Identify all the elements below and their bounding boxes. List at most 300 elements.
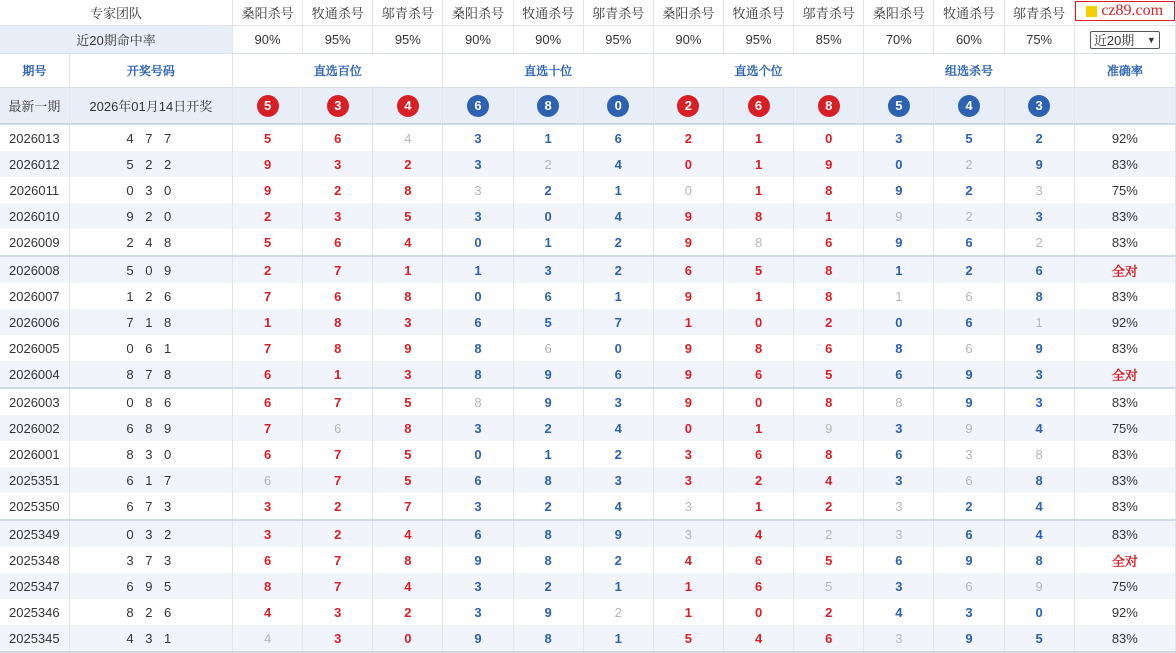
kill-number: 5 <box>233 124 303 151</box>
kill-number: 9 <box>373 335 443 361</box>
kill-number: 3 <box>653 467 723 493</box>
table-row <box>0 493 1176 520</box>
kill-number: 4 <box>373 573 443 599</box>
kill-number: 4 <box>583 203 653 229</box>
kill-number: 9 <box>513 599 583 625</box>
kill-number: 0 <box>443 229 513 256</box>
prediction-ball: 3 <box>1028 95 1050 117</box>
prediction-ball: 2 <box>677 95 699 117</box>
expert-name: 桑阳杀号 <box>443 0 513 26</box>
kill-number: 1 <box>443 256 513 283</box>
kill-number: 6 <box>653 256 723 283</box>
table-row <box>0 151 1176 177</box>
kill-number-missed: 1 <box>1004 309 1074 335</box>
draw-result: 8 2 6 <box>69 599 232 625</box>
kill-number: 8 <box>1004 547 1074 573</box>
kill-number: 6 <box>303 229 373 256</box>
chevron-down-icon: ▼ <box>1146 34 1156 45</box>
kill-number: 6 <box>583 124 653 151</box>
kill-number: 1 <box>373 256 443 283</box>
accuracy-value: 83% <box>1074 283 1175 309</box>
draw-result: 4 7 7 <box>69 124 232 151</box>
kill-number: 4 <box>583 415 653 441</box>
kill-number: 1 <box>513 229 583 256</box>
kill-number: 3 <box>1004 361 1074 388</box>
hit-rate: 85% <box>794 26 864 54</box>
period-number: 2025348 <box>0 547 69 573</box>
kill-number-missed: 8 <box>723 229 793 256</box>
expert-name: 桑阳杀号 <box>864 0 934 26</box>
kill-number: 2 <box>373 599 443 625</box>
prediction-ball: 6 <box>748 95 770 117</box>
kill-number-missed: 9 <box>864 203 934 229</box>
kill-number-missed: 2 <box>583 599 653 625</box>
period-number: 2026002 <box>0 415 69 441</box>
draw-result: 2 4 8 <box>69 229 232 256</box>
kill-number: 1 <box>583 625 653 652</box>
expert-name: 牧通杀号 <box>303 0 373 26</box>
period-select[interactable] <box>1090 31 1160 49</box>
draw-column-header: 开奖号码 <box>69 54 232 88</box>
kill-number: 9 <box>934 361 1004 388</box>
kill-number: 9 <box>1004 335 1074 361</box>
kill-number-missed: 4 <box>233 625 303 652</box>
logo-text: cz89.com <box>1101 2 1164 19</box>
kill-number: 9 <box>794 151 864 177</box>
prediction-ball: 8 <box>818 95 840 117</box>
kill-number: 8 <box>373 547 443 573</box>
kill-number-missed: 6 <box>934 283 1004 309</box>
kill-number: 7 <box>303 256 373 283</box>
kill-number: 2 <box>934 256 1004 283</box>
kill-number: 7 <box>303 573 373 599</box>
draw-result: 8 3 0 <box>69 441 232 467</box>
kill-number: 6 <box>723 441 793 467</box>
kill-number: 8 <box>443 361 513 388</box>
kill-number: 7 <box>303 388 373 415</box>
period-select-value: 近20期 <box>1093 33 1135 48</box>
prediction-ball: 6 <box>467 95 489 117</box>
kill-number: 8 <box>233 573 303 599</box>
kill-number: 9 <box>233 177 303 203</box>
hit-rate: 70% <box>864 26 934 54</box>
table-row <box>0 547 1176 573</box>
kill-number: 3 <box>233 493 303 520</box>
draw-result: 6 9 5 <box>69 573 232 599</box>
draw-result: 9 2 0 <box>69 203 232 229</box>
kill-number: 4 <box>1004 493 1074 520</box>
expert-name: 邬青杀号 <box>1004 0 1074 26</box>
kill-number: 9 <box>233 151 303 177</box>
kill-number: 2 <box>653 124 723 151</box>
kill-number: 6 <box>934 309 1004 335</box>
draw-result: 7 1 8 <box>69 309 232 335</box>
accuracy-value: 75% <box>1074 415 1175 441</box>
kill-number: 6 <box>794 335 864 361</box>
kill-number: 9 <box>653 283 723 309</box>
accuracy-value: 83% <box>1074 335 1175 361</box>
kill-number-missed: 2 <box>1004 229 1074 256</box>
kill-number: 7 <box>303 467 373 493</box>
kill-number: 4 <box>653 547 723 573</box>
kill-number: 1 <box>303 361 373 388</box>
kill-number-missed: 3 <box>864 520 934 547</box>
kill-number: 1 <box>723 124 793 151</box>
table-row <box>0 229 1176 256</box>
kill-number-missed: 9 <box>1004 573 1074 599</box>
expert-name: 邬青杀号 <box>794 0 864 26</box>
kill-number: 8 <box>723 335 793 361</box>
prediction-ball: 4 <box>958 95 980 117</box>
accuracy-value: 83% <box>1074 467 1175 493</box>
draw-result: 0 8 6 <box>69 388 232 415</box>
draw-result: 0 3 2 <box>69 520 232 547</box>
kill-number: 7 <box>303 441 373 467</box>
kill-number: 3 <box>303 151 373 177</box>
kill-number: 9 <box>513 361 583 388</box>
kill-number-missed: 6 <box>934 335 1004 361</box>
kill-number-missed: 5 <box>794 573 864 599</box>
prediction-ball: 4 <box>397 95 419 117</box>
kill-number: 3 <box>443 599 513 625</box>
period-number: 2025349 <box>0 520 69 547</box>
accuracy-value: 全对 <box>1074 547 1175 573</box>
latest-draw-date: 2026年01月14日开奖 <box>69 88 232 125</box>
kill-number: 0 <box>723 309 793 335</box>
kill-number: 3 <box>233 520 303 547</box>
kill-number: 8 <box>794 283 864 309</box>
kill-number: 8 <box>1004 467 1074 493</box>
kill-number: 2 <box>373 151 443 177</box>
kill-number: 8 <box>303 335 373 361</box>
kill-number: 6 <box>794 229 864 256</box>
prediction-ball: 0 <box>607 95 629 117</box>
table-row <box>0 388 1176 415</box>
accuracy-value: 83% <box>1074 625 1175 652</box>
kill-number: 1 <box>513 124 583 151</box>
kill-number: 3 <box>443 493 513 520</box>
draw-result: 3 7 3 <box>69 547 232 573</box>
kill-number: 3 <box>303 625 373 652</box>
expert-name: 邬青杀号 <box>373 0 443 26</box>
kill-number: 9 <box>583 520 653 547</box>
kill-number: 9 <box>934 388 1004 415</box>
kill-number: 1 <box>723 283 793 309</box>
kill-number: 3 <box>864 573 934 599</box>
kill-number-missed: 2 <box>934 151 1004 177</box>
kill-number-missed: 6 <box>513 335 583 361</box>
kill-number: 5 <box>794 547 864 573</box>
kill-number: 4 <box>583 493 653 520</box>
accuracy-value: 83% <box>1074 520 1175 547</box>
accuracy-value: 75% <box>1074 573 1175 599</box>
latest-accuracy-empty <box>1074 88 1175 125</box>
kill-number: 8 <box>723 203 793 229</box>
kill-number-missed: 4 <box>373 124 443 151</box>
kill-number-missed: 8 <box>864 388 934 415</box>
kill-number: 6 <box>443 467 513 493</box>
kill-number: 3 <box>864 124 934 151</box>
kill-number: 6 <box>443 520 513 547</box>
table-row <box>0 283 1176 309</box>
kill-number: 9 <box>1004 151 1074 177</box>
team-label: 专家团队 <box>0 0 233 26</box>
hit-rate-label: 近20期命中率 <box>0 26 233 54</box>
kill-number: 0 <box>583 335 653 361</box>
kill-number: 2 <box>583 547 653 573</box>
accuracy-value: 83% <box>1074 493 1175 520</box>
kill-number: 8 <box>864 335 934 361</box>
kill-number: 1 <box>583 573 653 599</box>
kill-number: 2 <box>303 493 373 520</box>
kill-number: 8 <box>794 388 864 415</box>
kill-number: 1 <box>583 177 653 203</box>
kill-number: 9 <box>653 361 723 388</box>
kill-number: 9 <box>934 625 1004 652</box>
kill-number: 0 <box>653 151 723 177</box>
kill-number: 5 <box>1004 625 1074 652</box>
group-header-hundreds: 直选百位 <box>233 54 443 88</box>
kill-number: 3 <box>443 573 513 599</box>
period-number: 2026010 <box>0 203 69 229</box>
draw-result: 1 2 6 <box>69 283 232 309</box>
kill-number: 0 <box>443 283 513 309</box>
kill-number: 2 <box>723 467 793 493</box>
table-row <box>0 520 1176 547</box>
kill-number-missed: 3 <box>864 625 934 652</box>
kill-number: 1 <box>723 493 793 520</box>
table-row <box>0 441 1176 467</box>
kill-number-missed: 8 <box>1004 441 1074 467</box>
draw-result: 5 0 9 <box>69 256 232 283</box>
kill-number-missed: 6 <box>934 467 1004 493</box>
kill-number: 6 <box>864 441 934 467</box>
kill-number: 3 <box>864 415 934 441</box>
period-number: 2026007 <box>0 283 69 309</box>
kill-number: 9 <box>443 625 513 652</box>
kill-number: 6 <box>583 361 653 388</box>
expert-name: 牧通杀号 <box>934 0 1004 26</box>
kill-number: 0 <box>864 309 934 335</box>
kill-number: 5 <box>794 361 864 388</box>
kill-number: 2 <box>794 309 864 335</box>
accuracy-value: 83% <box>1074 229 1175 256</box>
hit-rate-row <box>0 26 1176 54</box>
kill-number: 7 <box>233 335 303 361</box>
kill-number: 3 <box>934 599 1004 625</box>
kill-number: 9 <box>934 547 1004 573</box>
kill-number-missed: 3 <box>864 493 934 520</box>
kill-number: 2 <box>934 493 1004 520</box>
kill-number: 3 <box>303 203 373 229</box>
expert-name: 桑阳杀号 <box>233 0 303 26</box>
accuracy-column-header: 准确率 <box>1074 54 1175 88</box>
table-row <box>0 467 1176 493</box>
kill-number: 6 <box>864 361 934 388</box>
kill-number: 2 <box>513 493 583 520</box>
kill-number: 8 <box>794 441 864 467</box>
kill-number: 1 <box>653 573 723 599</box>
period-number: 2026013 <box>0 124 69 151</box>
kill-number: 7 <box>583 309 653 335</box>
kill-number: 0 <box>373 625 443 652</box>
kill-number: 6 <box>723 547 793 573</box>
kill-number: 5 <box>373 467 443 493</box>
expert-name: 牧通杀号 <box>513 0 583 26</box>
kill-number: 3 <box>373 309 443 335</box>
kill-number-missed: 3 <box>653 493 723 520</box>
kill-number-missed: 1 <box>864 283 934 309</box>
accuracy-value: 83% <box>1074 203 1175 229</box>
period-number: 2026012 <box>0 151 69 177</box>
table-row <box>0 203 1176 229</box>
kill-number: 2 <box>583 441 653 467</box>
kill-number: 6 <box>723 361 793 388</box>
kill-number: 9 <box>443 547 513 573</box>
kill-number: 8 <box>443 335 513 361</box>
table-row <box>0 361 1176 388</box>
kill-number: 4 <box>1004 415 1074 441</box>
draw-result: 0 3 0 <box>69 177 232 203</box>
hit-rate: 95% <box>373 26 443 54</box>
kill-number: 6 <box>233 547 303 573</box>
kill-number: 0 <box>443 441 513 467</box>
kill-number: 6 <box>513 283 583 309</box>
kill-number: 4 <box>233 599 303 625</box>
kill-number-missed: 3 <box>934 441 1004 467</box>
draw-result: 0 6 1 <box>69 335 232 361</box>
draw-result: 6 1 7 <box>69 467 232 493</box>
prediction-ball: 3 <box>327 95 349 117</box>
kill-number: 2 <box>513 573 583 599</box>
period-number: 2026001 <box>0 441 69 467</box>
kill-number: 6 <box>303 124 373 151</box>
kill-number: 0 <box>1004 599 1074 625</box>
table-row <box>0 335 1176 361</box>
kill-number: 6 <box>864 547 934 573</box>
hit-rate: 60% <box>934 26 1004 54</box>
period-number: 2026008 <box>0 256 69 283</box>
kill-number: 1 <box>513 441 583 467</box>
kill-number: 1 <box>653 309 723 335</box>
kill-number: 3 <box>443 151 513 177</box>
hit-rate: 90% <box>443 26 513 54</box>
hit-rate: 95% <box>303 26 373 54</box>
kill-number: 3 <box>583 467 653 493</box>
prediction-ball: 5 <box>257 95 279 117</box>
kill-number-missed: 2 <box>794 520 864 547</box>
kill-number: 3 <box>583 388 653 415</box>
kill-number: 4 <box>373 229 443 256</box>
kill-number: 2 <box>583 256 653 283</box>
table-row <box>0 415 1176 441</box>
kill-number: 4 <box>723 520 793 547</box>
kill-number: 5 <box>513 309 583 335</box>
table-row <box>0 599 1176 625</box>
kill-number: 3 <box>443 203 513 229</box>
kill-number: 8 <box>373 177 443 203</box>
period-column-header: 期号 <box>0 54 69 88</box>
kill-number-missed: 8 <box>443 388 513 415</box>
kill-number: 1 <box>864 256 934 283</box>
kill-number: 1 <box>723 151 793 177</box>
kill-number: 9 <box>653 203 723 229</box>
table-row <box>0 625 1176 652</box>
period-number: 2025347 <box>0 573 69 599</box>
group-header-ones: 直选个位 <box>653 54 863 88</box>
period-number: 2026003 <box>0 388 69 415</box>
kill-number: 6 <box>794 625 864 652</box>
table-row <box>0 177 1176 203</box>
kill-number: 9 <box>864 229 934 256</box>
kill-number: 6 <box>443 309 513 335</box>
kill-number-missed: 3 <box>1004 177 1074 203</box>
period-number: 2026006 <box>0 309 69 335</box>
hit-rate: 95% <box>723 26 793 54</box>
kill-number: 8 <box>373 283 443 309</box>
kill-number: 0 <box>864 151 934 177</box>
hit-rate: 95% <box>583 26 653 54</box>
kill-number-missed: 2 <box>934 203 1004 229</box>
latest-label: 最新一期 <box>0 88 69 125</box>
kill-number: 8 <box>513 520 583 547</box>
hit-rate: 75% <box>1004 26 1074 54</box>
kill-number: 2 <box>303 177 373 203</box>
kill-number: 9 <box>653 335 723 361</box>
expert-name: 邬青杀号 <box>583 0 653 26</box>
period-number: 2026004 <box>0 361 69 388</box>
kill-number: 2 <box>233 256 303 283</box>
kill-number: 9 <box>653 229 723 256</box>
kill-number: 5 <box>373 388 443 415</box>
kill-number: 5 <box>233 229 303 256</box>
kill-number: 7 <box>233 283 303 309</box>
period-number: 2026009 <box>0 229 69 256</box>
period-number: 2025351 <box>0 467 69 493</box>
kill-number: 5 <box>934 124 1004 151</box>
hit-rate: 90% <box>233 26 303 54</box>
kill-number: 4 <box>723 625 793 652</box>
kill-number: 2 <box>1004 124 1074 151</box>
period-number: 2025345 <box>0 625 69 652</box>
kill-number: 3 <box>1004 388 1074 415</box>
kill-number: 5 <box>653 625 723 652</box>
expert-name: 牧通杀号 <box>723 0 793 26</box>
kill-number: 9 <box>864 177 934 203</box>
prediction-ball: 8 <box>537 95 559 117</box>
kill-number: 2 <box>794 599 864 625</box>
kill-number-missed: 6 <box>233 467 303 493</box>
kill-number: 4 <box>373 520 443 547</box>
hit-rate: 90% <box>513 26 583 54</box>
kill-number: 6 <box>934 520 1004 547</box>
accuracy-value: 92% <box>1074 309 1175 335</box>
accuracy-value: 75% <box>1074 177 1175 203</box>
accuracy-value: 83% <box>1074 388 1175 415</box>
kill-number: 8 <box>513 547 583 573</box>
table-row <box>0 573 1176 599</box>
period-number: 2025346 <box>0 599 69 625</box>
kill-number-missed: 3 <box>653 520 723 547</box>
logo-cell <box>1074 0 1175 26</box>
kill-number: 8 <box>513 625 583 652</box>
site-logo[interactable] <box>1075 1 1175 21</box>
kill-number: 1 <box>794 203 864 229</box>
kill-number: 2 <box>794 493 864 520</box>
kill-number-missed: 2 <box>513 151 583 177</box>
kill-number: 3 <box>864 467 934 493</box>
kill-number: 3 <box>513 256 583 283</box>
